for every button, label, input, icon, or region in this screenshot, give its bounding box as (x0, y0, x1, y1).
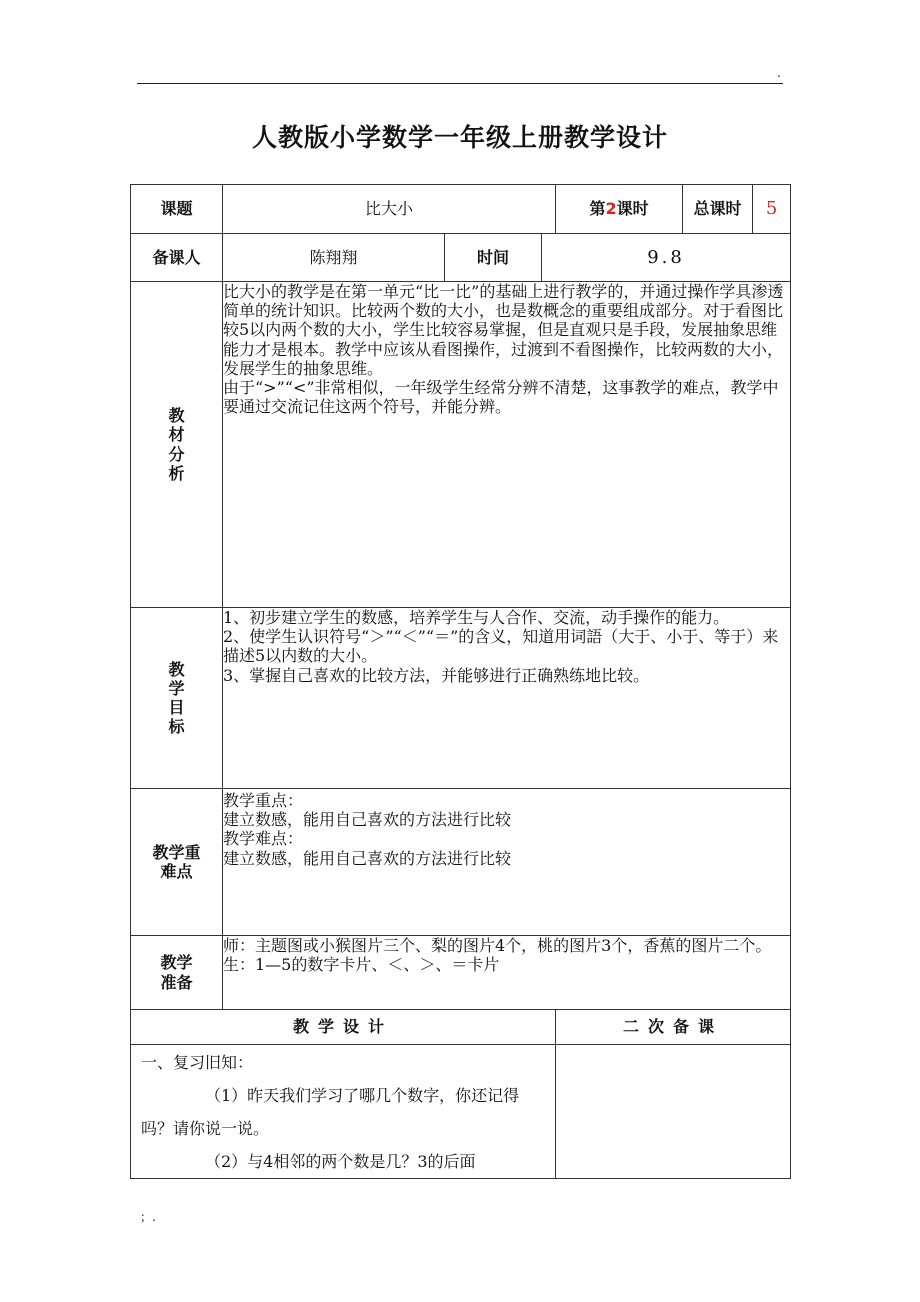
key-points-label (131, 789, 223, 936)
design-line: （2）与4相邻的两个数是几？3的后面 (205, 1152, 476, 1171)
key-points-label-line: 教学重 (152, 842, 201, 862)
key-points-line: 建立数感，能用自己喜欢的方法进行比较 (223, 810, 512, 830)
preparation-label-line: 教学 (160, 953, 193, 973)
design-header-left: 教学设计 (131, 1010, 556, 1045)
topic-row (131, 185, 791, 234)
topic-label: 课题 (131, 185, 223, 234)
topic-value: 比大小 (223, 185, 556, 234)
goals-label-char: 目 (168, 698, 185, 717)
key-points-content (223, 789, 791, 936)
analysis-row (131, 282, 791, 608)
analysis-label-char: 析 (168, 463, 185, 483)
goals-label-char: 学 (168, 678, 185, 698)
preparation-label-line: 准备 (160, 972, 193, 992)
goals-label-char: 标 (168, 717, 185, 737)
key-points-line: 教学难点： (223, 829, 304, 849)
goals-label (131, 608, 223, 789)
preparation-text: 师：主题图或小猴图片三个、梨的图片4个，桃的图片3个，香蕉的图片二个。生：1—5的数字卡片、＜、＞、＝卡片 (223, 936, 772, 975)
time-label: 时间 (445, 234, 542, 282)
preparation-label (131, 936, 223, 1010)
design-content-row (131, 1045, 791, 1179)
analysis-paragraph: 比大小的教学是在第一单元“比一比”的基础上进行教学的，并通过操作学具渗透简单的统计知识。比较两个数的大小，也是数概念的重要组成部分。对于看图比较5以内两个数的大小，学生比较容易掌握，但是直观只是手段，发展抽象思维能力才是根本。教学中应该从看图操作，过渡到不看图操作，比较两数的大小，发展学生的抽象思维。 (223, 282, 784, 378)
goals-content (223, 608, 791, 789)
goal-item: 2、使学生认识符号“＞”“＜”“＝”的含义，知道用词語（大于、小于、等于）来描述5以内数的大小。 (223, 627, 779, 666)
goals-row (131, 608, 791, 789)
footer-mark: ；. (140, 1210, 156, 1224)
design-header-row (131, 1010, 791, 1045)
analysis-label-char: 分 (168, 444, 185, 464)
preparation-content (223, 936, 791, 1010)
goal-item: 3、掌握自己喜欢的比较方法，并能够进行正确熟练地比较。 (223, 665, 650, 685)
total-periods-value: 5 (753, 185, 791, 234)
lesson-period (556, 185, 683, 234)
analysis-label (131, 282, 223, 608)
lesson-number: 2 (605, 199, 617, 219)
design-content (131, 1045, 556, 1179)
preparation-row (131, 936, 791, 1010)
lesson-prefix: 第 (589, 199, 606, 219)
total-periods-label: 总课时 (683, 185, 753, 234)
page-title: 人教版小学数学一年级上册教学设计 (251, 123, 668, 152)
preparer-label: 备课人 (131, 234, 223, 282)
analysis-content (223, 282, 791, 608)
design-header-right: 二次备课 (556, 1010, 791, 1045)
second-prep-content (556, 1045, 791, 1179)
lesson-suffix: 课时 (616, 199, 649, 219)
preparer-value: 陈翔翔 (223, 234, 445, 282)
design-line: （1）昨天我们学习了哪几个数字，你还记得吗？请你说一说。 (141, 1086, 520, 1138)
header-dot: . (777, 66, 781, 80)
analysis-label-char: 材 (168, 425, 185, 445)
analysis-paragraph: 由于“>”“<”非常相似，一年级学生经常分辨不清楚，这事教学的难点，教学中要通过交流记住这两个符号，并能分辨。 (223, 377, 779, 417)
goal-item: 1、初步建立学生的数感，培养学生与人合作、交流，动手操作的能力。 (223, 608, 730, 627)
goals-label-char: 教 (168, 659, 185, 679)
analysis-label-char: 教 (168, 406, 185, 426)
lesson-plan-table (130, 184, 791, 1179)
design-line: 一、复习旧知： (141, 1053, 254, 1072)
key-points-label-line: 难点 (160, 862, 193, 881)
header-rule (137, 83, 783, 84)
preparer-row (131, 234, 791, 282)
key-points-line: 建立数感，能用自己喜欢的方法进行比较 (223, 848, 512, 868)
time-value: 9.8 (542, 234, 791, 282)
key-points-row (131, 789, 791, 936)
key-points-line: 教学重点： (223, 791, 304, 810)
